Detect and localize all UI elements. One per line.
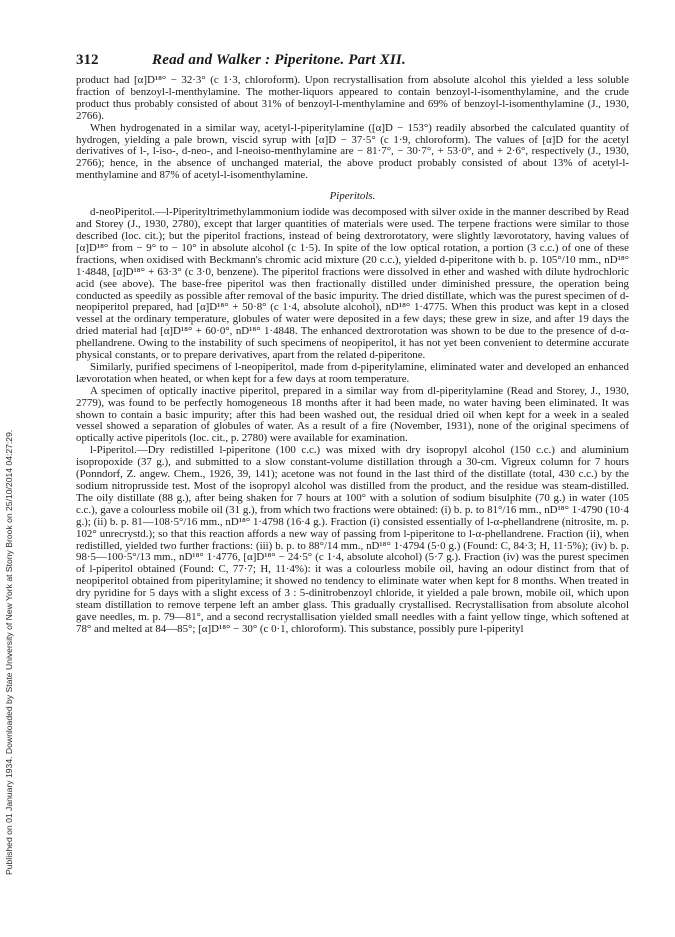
paragraph: When hydrogenated in a similar way, acetyl-l-piperitylamine ([α]D − 153°) readily absorbed the calculated quantity of hydrogen, yielding a pale brown, viscid syrup with [α]D − 37·5° (c 1·9, chloroform). The values of [α]D for the acetyl derivatives of l-, l-iso-, d-neo-, and l-neoiso-menthylamine are − 81·7°, − 30·7°, + 53·0°, and + 2·6°, respectively (J., 1930, 2766); hence, in the absence of unchanged material, the above product probably consisted of about 13% of acetyl-l-menthylamine and 87% of acetyl-l-isomenthylamine. <box>76 121 629 182</box>
running-head: Read and Walker : Piperitone. Part XII. <box>152 52 406 68</box>
journal-page <box>76 52 629 636</box>
paragraph: Similarly, purified specimens of l-neopiperitol, made from d-piperitylamine, eliminated water and developed an enhanced lævorotation when heated, or when kept for a few days at room temperature. <box>76 360 629 385</box>
paragraph: A specimen of optically inactive piperitol, prepared in a similar way from dl-piperitylamine (Read and Storey, J., 1930, 2779), was found to be perfectly homogeneous 18 months after it had been made, no water having been eliminated. It was shown to contain a basic impurity; after this had been washed out, the residual dried oil when kept for a week in a sealed vessel showed a separation of globules of water. As a result of a fire (November, 1931), none of the original specimens of optically active piperitols (loc. cit., p. 2780) were available for examination. <box>76 384 629 445</box>
paragraph: l-Piperitol.—Dry redistilled l-piperitone (100 c.c.) was mixed with dry isopropyl alcohol (150 c.c.) and aluminium isopropoxide (37 g.), and submitted to a slow constant-volume distillation through a 30-cm. Vigreux column for 7 hours (Ponndorf, Z. angew. Chem., 1926, 39, 141); acetone was not found in the last third of the distillate (total, 430 c.c.) by the sodium nitroprusside test. Most of the isopropyl alcohol was distilled from the product, and the residue was steam-distilled. The oily distillate (88 g.), after being shaken for 7 hours at 100° with a solution of sodium bisulphite (70 g.) in water (105 c.c.), gave a colourless mobile oil (31 g.), from which two fractions were obtained: (i) b. p. to 81°/16 mm., nD¹⁸° 1·4790 (10·4 g.); (ii) b. p. 81—108·5°/16 mm., nD¹⁸° 1·4798 (16·4 g.). Fraction (i) consisted essentially of l-α-phellandrene (nitrosite, m. p. 102° unrecrystd.); so that this reaction affords a new way of passing from l-piperitone to l-α-phellandrene. Fraction (ii), when redistilled, yielded two further fractions: (iii) b. p. to 88°/14 mm., nD¹⁸° 1·4794 (5·0 g.) (Found: C, 84·3; H, 11·5%); (iv) b. p. 98·5—100·5°/13 mm., nD¹⁸° 1·4776, [α]D¹⁸° − 24·5° (c 1·4, absolute alcohol) (5·7 g.). Fraction (iv) was the purest specimen of l-piperitol obtained (Found: C, 77·7; H, 11·4%): it was a colourless mobile oil, having an odour distinct from that of neopiperitol obtained from piperitylamine; it showed no tendency to eliminate water when kept for 8 months. When treated in dry pyridine for 5 days with a slight excess of 3 : 5-dinitrobenzoyl chloride, it yielded a pale brown, mobile oil, which upon steam distillation to remove terpene left an amber glass. This gradually crystallised. Recrystallisation from absolute alcohol gave needles, m. p. 79—81°, and a second recrystallisation yielded small needles with a faint yellow tinge, which softened at 78° and melted at 84—85°; [α]D¹⁸° − 30° (c 0·1, chloroform). This substance, possibly pure l-piperityl <box>76 444 629 635</box>
page-number: 312 <box>76 52 99 68</box>
section-heading: Piperitols. <box>329 190 376 203</box>
body-text <box>76 75 629 636</box>
download-notice <box>4 60 16 880</box>
paragraph: d-neoPiperitol.—l-Piperityltrimethylammonium iodide was decomposed with silver oxide in the manner described by Read and Storey (J., 1930, 2780), except that larger quantities of materials were used. The terpene fractions were similar to those described (loc. cit.); but the piperitol fractions, instead of being dextrorotatory, were slightly lævorotatory, having values of [α]D¹⁸° from − 9° to − 10° in absolute alcohol (c 1·5). In spite of the low optical rotation, a portion (3 c.c.) of one of these fractions, when oxidised with Beckmann's chromic acid mixture (20 c.c.), yielded d-piperitone with b. p. 105°/10 mm., nD¹⁸° 1·4848, [α]D¹⁸° + 63·3° (c 3·0, benzene). The piperitol fractions were dissolved in ether and washed with dilute hydrochloric acid (see above). The base-free piperitol was then fractionally distilled under diminished pressure, the operation being conducted as speedily as possible after removal of the basic impurity. The dried distillate, which was the purest specimen of d-neopiperitol prepared, had [α]D¹⁸° + 50·8° (c 1·4, absolute alcohol), nD¹⁸° 1·4775. When this product was kept in a closed vessel at the ordinary temperature, globules of water were deposited in a few days; these grew in size, and after 19 days the dried material had [α]D¹⁸° + 60·0°, nD¹⁸° 1·4848. The enhanced dextrorotation was shown to be due to the presence of d-α-phellandrene. Owing to the instability of such specimens of neopiperitol, it has not yet been convenient to determine accurate physical constants, or to prepare derivatives, apart from the related d-piperitone. <box>76 206 629 362</box>
download-notice-text: Published on 01 January 1934. Downloaded by State University of New York at Stony Brook on 25/10/2014 04:27:29. <box>4 429 14 875</box>
paragraph: product had [α]D¹⁸° − 32·3° (c 1·3, chloroform). Upon recrystallisation from absolute alcohol this yielded a less soluble fraction of benzoyl-l-menthylamine. The mother-liquors appeared to contain benzoyl-l-isomenthylamine, and the crude product thus probably consisted of about 31% of benzoyl-l-menthylamine and 69% of benzoyl-l-isomenthylamine (J., 1930, 2766). <box>76 74 629 122</box>
page-header <box>76 52 629 72</box>
